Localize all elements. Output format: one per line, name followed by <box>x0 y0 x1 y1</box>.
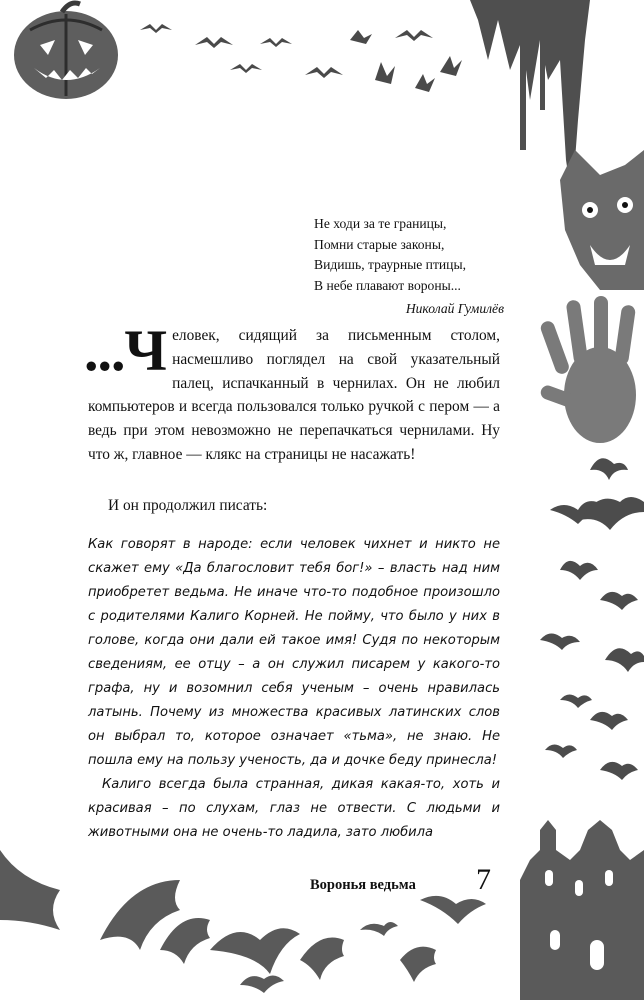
letter-text <box>88 533 500 845</box>
drop-cap-letter: ...Ч <box>84 318 167 383</box>
drop-cap <box>84 318 167 389</box>
hand-print <box>539 296 636 443</box>
epigraph-author: Николай Гумилёв <box>405 301 504 316</box>
opening-paragraph <box>84 318 500 467</box>
flying-birds-top <box>140 24 462 92</box>
epigraph-line: Помни старые законы, <box>314 236 445 252</box>
epigraph-line: Видишь, траурные птицы, <box>314 257 466 272</box>
bats-right <box>540 458 644 780</box>
page-number: 7 <box>476 863 491 896</box>
cat-icon <box>560 150 644 290</box>
continued-line: И он продолжил писать: <box>108 497 268 514</box>
epigraph-line: Не ходи за те границы, <box>314 216 447 231</box>
castle-silhouette <box>520 820 644 1000</box>
letter-paragraph: Калиго всегда была странная, дикая какая-то, хоть и красивая – по слухам, глаз не отвести. С людьми и животными она не очень-то ладила, зато любила <box>88 777 500 840</box>
letter-paragraph: Как говорят в народе: если человек чихнет и никто не скажет ему «Да благословит тебя бог!» – власть над ним приобретет ведьма. Не иначе что-то подобное произошло с родителями Калиго Корней. Не пойму, что было у них в голове, когда они дали ей такое имя! Судя по некоторым сведениям, ее отцу – а он служил писарем у какого-то графа, ну и возомнил себя ученым – очень нравилась латынь. Почему из множества красивых латинских слов он выбрал то, которое означает «тьма», не знаю. Не пошла ему на пользу ученость, да и дочке беду принесла! <box>88 537 500 768</box>
epigraph-line: В небе плавают вороны... <box>314 277 461 293</box>
ink-drips <box>470 0 590 200</box>
epigraph <box>314 214 504 320</box>
bats-bottom <box>0 850 486 993</box>
running-footer-title: Воронья ведьма <box>310 877 416 893</box>
pumpkin-icon <box>14 3 118 99</box>
opening-text: еловек, сидящий за письменным столом, насмешливо поглядел на свой указательный палец, испачканный в чернилах. Он не любил компьютеров и всегда пользовался только ручкой с пером — а ведь при этом невозможно не перепачкаться чернилами. Ну что ж, главное — клякс на страницы не насажать! <box>88 327 500 463</box>
